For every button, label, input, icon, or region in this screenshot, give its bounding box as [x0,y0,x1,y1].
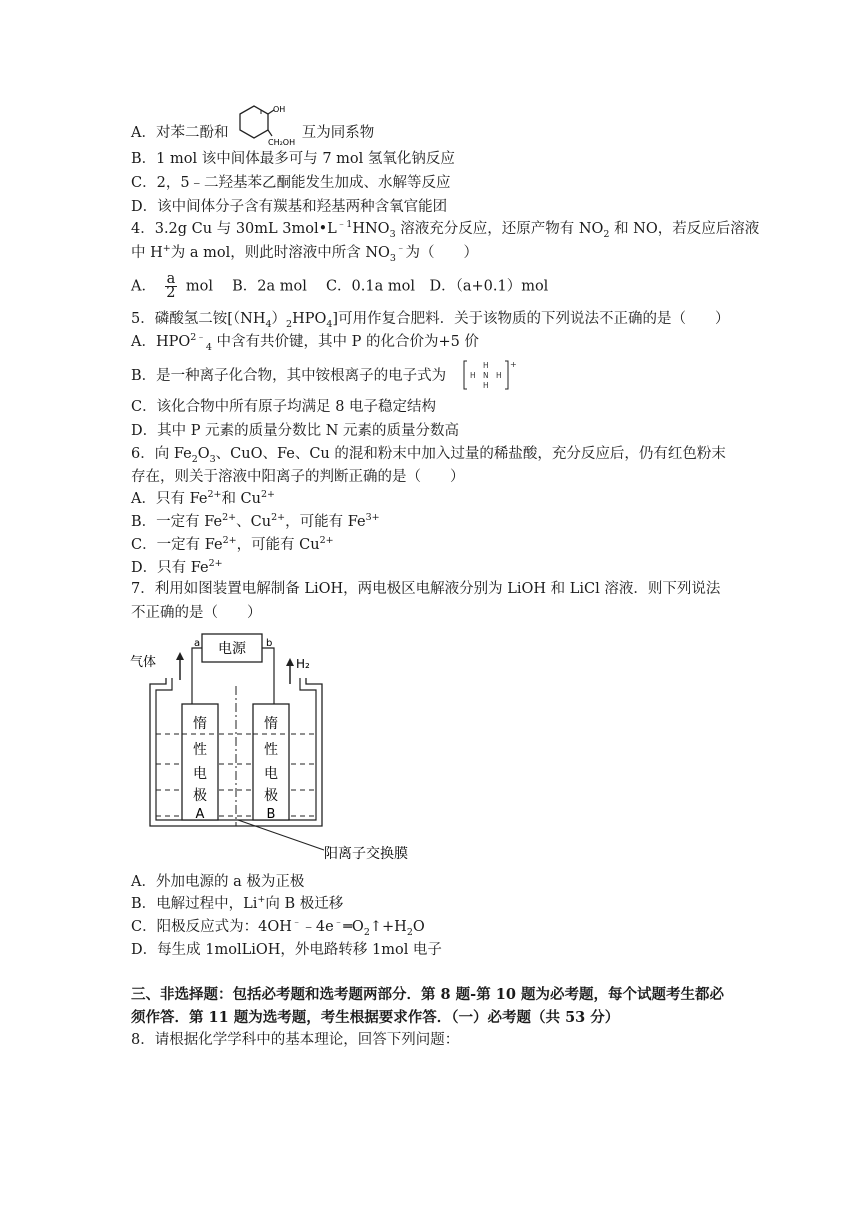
svg-text:极: 极 [193,788,207,804]
svg-text:H: H [470,371,476,380]
q5-option-b: B．是一种离子化合物，其中铵根离子的电子式为 [131,368,447,384]
mol-oh-label: OH [273,105,286,114]
h2-label: H₂ [296,657,310,671]
q4-stem-line2: 中 H+为 a mol，则此时溶液中所含 $NO_3^﹣$为（ ） [131,243,478,264]
svg-text:H: H [496,371,502,380]
q7-option-c: C．阳极反应式为：$4OH^﹣﹣4e^﹣═O_2↑+H_2O$ [131,917,425,938]
terminal-b-label: b [266,638,273,649]
q3-option-c: C．2，5﹣二羟基苯乙酮能发生加成、水解等反应 [131,175,451,191]
svg-text:极: 极 [264,788,278,804]
q5-option-d: D．其中 P 元素的质量分数比 N 元素的质量分数高 [131,423,460,439]
q4-stem-line1: 4．3.2g Cu 与 30mL $3mol•L^{﹣1}HNO_3$ 溶液充分反应，还原产物有 $NO_2$ 和 NO，若反应后溶液 [131,219,760,240]
svg-text:性: 性 [193,742,207,758]
mol-ch2oh-label: CH₂OH [268,138,296,147]
electrolysis-apparatus-diagram [128,630,453,866]
q7-option-a: A．外加电源的 a 极为正极 [131,874,305,890]
terminal-a-label: a [194,638,201,649]
q6-stem-line1: 6．向 $Fe_2O_3$、CuO、Fe、Cu 的混和粉末中加入过量的稀盐酸，充分反应后，仍有红色粉末 [131,446,726,465]
q3-molecule-structure [232,100,296,148]
q3-option-a-prefix: A．对苯二酚和 [131,125,229,141]
q5-stem: 5．磷酸氢二铵$[(NH_4)_2HPO_4]$可用作复合肥料．关于该物质的下列说法不正确的是（ ） [131,311,730,330]
q5-option-a: A．$HPO^{2﹣}_4$ 中含有共价键，其中 P 的化合价为+5 价 [131,332,479,353]
gas-label: 气体 [130,655,157,670]
ammonium-electron-formula [462,358,524,392]
q7-option-d: D．每生成 1molLiOH，外电路转移 1mol 电子 [131,942,442,958]
q3-option-b: B．1 mol 该中间体最多可与 7 mol 氢氧化钠反应 [131,151,455,167]
svg-text:+: + [510,360,517,369]
power-supply-label: 电源 [218,641,246,657]
q5-option-c: C．该化合物中所有原子均满足 8 电子稳定结构 [131,399,437,415]
q7-stem-line1: 7．利用如图装置电解制备 LiOH，两电极区电解液分别为 LiOH 和 LiCl 溶液．则下列说法 [131,581,721,597]
q6-option-a: A．只有 $Fe^{2+}$和 $Cu^{2+}$ [131,489,276,507]
section3-heading-line2: 须作答．第 11 题为选考题，考生根据要求作答．（一）必考题（共 53 分） [131,1009,620,1026]
svg-text:H: H [483,361,489,370]
q8-stem: 8．请根据化学学科中的基本理论，回答下列问题： [131,1032,460,1048]
fraction-a-over-2: $\frac{a}{2}$ [166,271,176,301]
svg-text:N: N [483,371,489,380]
svg-text:A: A [195,807,205,822]
q4-options: A． $\frac{a}{2}$ mol B．2a mol C．0.1a mol D．（a+0.1）mol [131,271,549,301]
q6-option-d: D．只有 $Fe^{2+}$ [131,558,223,576]
q7-option-b: B．电解过程中，Li+向 B 极迁移 [131,894,344,912]
q6-stem-line2: 存在，则关于溶液中阳离子的判断正确的是（ ） [131,469,465,485]
svg-text:B: B [266,807,276,822]
q6-option-b: B．一定有 $Fe^{2+}$、$Cu^{2+}$，可能有 $Fe^{3+}$ [131,512,380,530]
svg-text:性: 性 [264,742,278,758]
q3-option-d: D．该中间体分子含有羰基和羟基两种含氧官能团 [131,199,448,215]
svg-text:H: H [483,381,489,390]
svg-text:惰: 惰 [193,716,207,732]
membrane-label: 阳离子交换膜 [324,846,408,862]
q3-option-a-suffix: 互为同系物 [301,125,375,141]
svg-text:电: 电 [193,766,207,782]
section3-heading-line1: 三、非选择题：包括必考题和选考题两部分．第 8 题-第 10 题为必考题，每个试题考生都必 [131,986,724,1003]
svg-text:惰: 惰 [264,716,278,732]
svg-text:电: 电 [264,766,278,782]
q7-stem-line2: 不正确的是（ ） [131,605,262,621]
q6-option-c: C．一定有 $Fe^{2+}$，可能有 $Cu^{2+}$ [131,535,334,553]
